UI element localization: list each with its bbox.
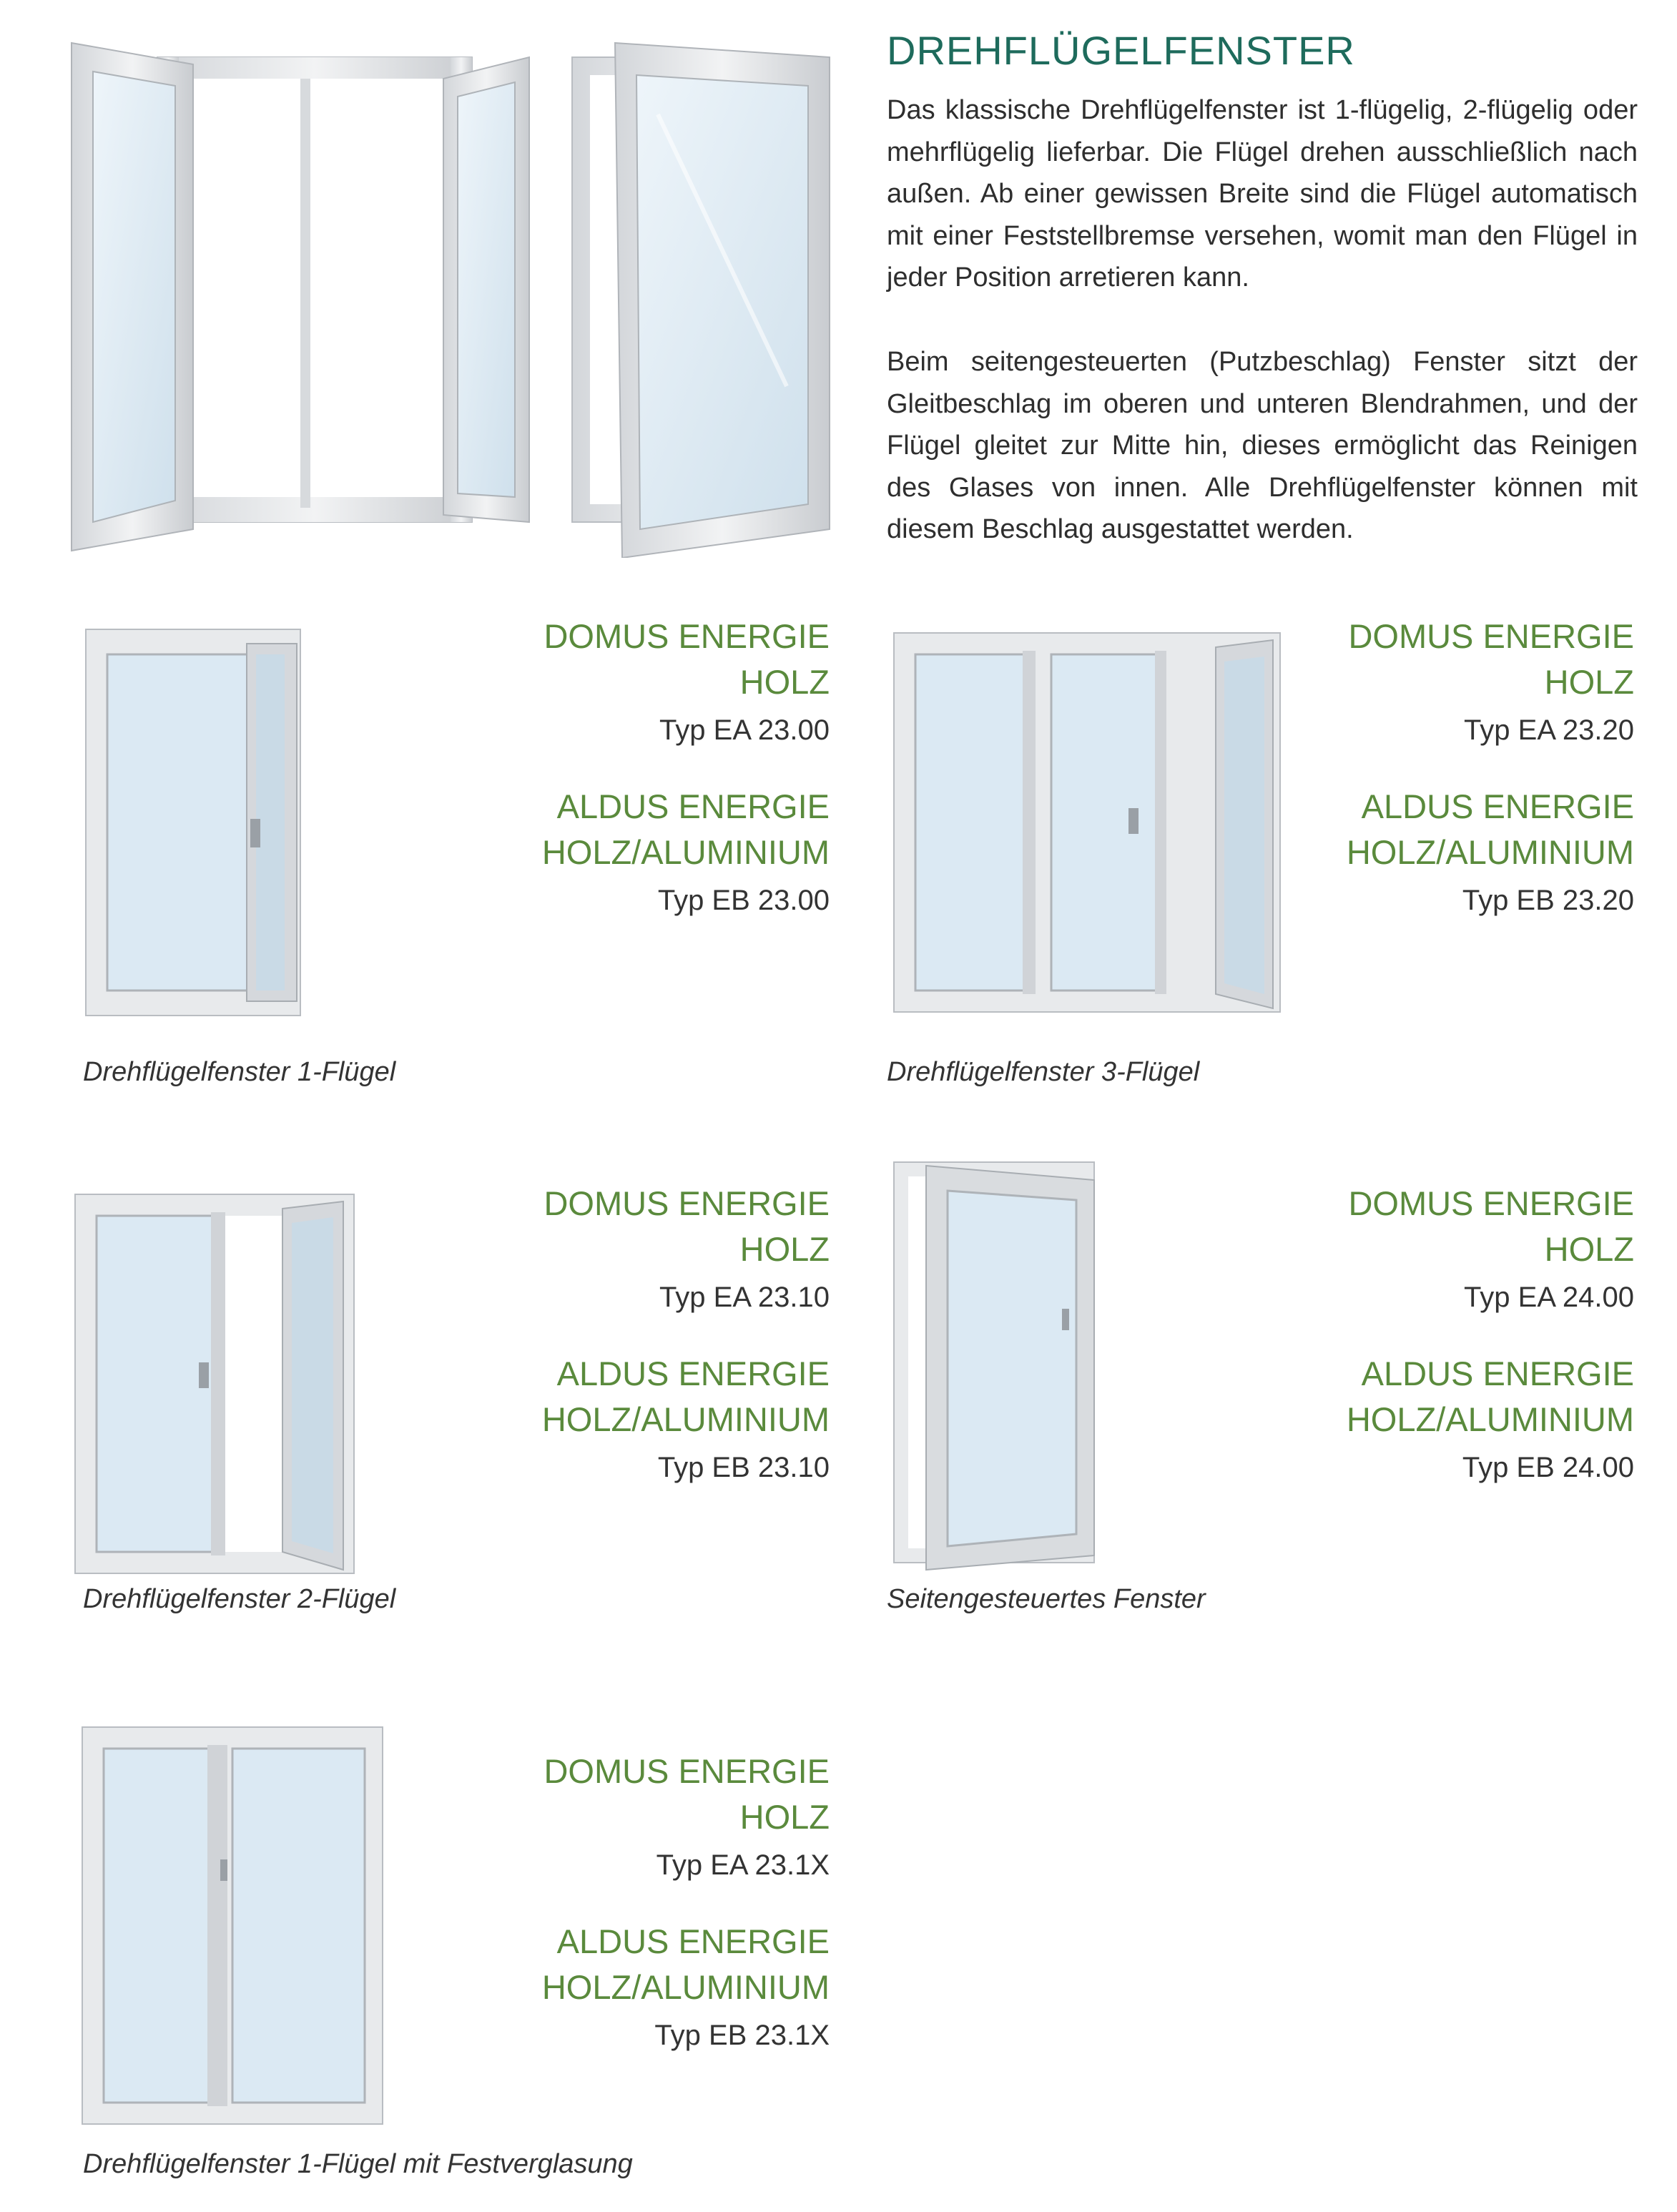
- domus-type: Typ EA 23.00: [659, 714, 830, 746]
- domus-material: HOLZ: [739, 1798, 830, 1836]
- domus-material: HOLZ: [739, 1230, 830, 1268]
- aldus-brand: ALDUS ENERGIE: [556, 1355, 830, 1392]
- aldus-material: HOLZ/ALUMINIUM: [1346, 833, 1634, 871]
- product-3-caption: Drehflügelfenster 2-Flügel: [83, 1584, 396, 1614]
- domus-brand: DOMUS ENERGIE: [1348, 617, 1634, 655]
- domus-material: HOLZ: [1544, 1230, 1634, 1268]
- domus-brand: DOMUS ENERGIE: [1348, 1184, 1634, 1222]
- aldus-material: HOLZ/ALUMINIUM: [541, 833, 830, 871]
- window-1-fluegel-image: [72, 615, 315, 1030]
- aldus-type: Typ EB 23.00: [657, 885, 830, 916]
- aldus-material: HOLZ/ALUMINIUM: [541, 1400, 830, 1438]
- product-2-text: [1219, 614, 1634, 921]
- fitting-paragraph: Beim seitengesteuerten (Putzbeschlag) Fenster sitzt der Gleitbeschlag im oberen und unteren Blendrahmen, und der Flügel gleitet zur Mitte hin, dieses ermöglicht das Reinigen des Glases von innen. Alle Drehflügelfenster können mit diesem Beschlag ausgestattet werden.: [887, 347, 1638, 544]
- aldus-material: HOLZ/ALUMINIUM: [541, 1968, 830, 2006]
- domus-type: Typ EA 23.1X: [656, 1849, 830, 1881]
- domus-material: HOLZ: [739, 663, 830, 701]
- aldus-type: Typ EB 23.10: [657, 1452, 830, 1483]
- aldus-brand: ALDUS ENERGIE: [556, 787, 830, 825]
- domus-type: Typ EA 23.20: [1464, 714, 1634, 746]
- product-5-text: [415, 1749, 830, 2056]
- hero-window-image: [57, 29, 844, 558]
- window-festverglasung-image: [72, 1716, 393, 2138]
- product-1-caption: Drehflügelfenster 1-Flügel: [83, 1057, 396, 1087]
- domus-material: HOLZ: [1544, 663, 1634, 701]
- domus-brand: DOMUS ENERGIE: [544, 1184, 830, 1222]
- aldus-type: Typ EB 23.20: [1462, 885, 1634, 916]
- window-2-fluegel-image: [64, 1180, 365, 1595]
- aldus-brand: ALDUS ENERGIE: [1361, 1355, 1634, 1392]
- product-5-caption: Drehflügelfenster 1-Flügel mit Festverglasung: [83, 2149, 633, 2179]
- aldus-type: Typ EB 23.1X: [654, 2020, 830, 2051]
- product-2-caption: Drehflügelfenster 3-Flügel: [887, 1057, 1200, 1087]
- product-4-caption: Seitengesteuertes Fenster: [887, 1584, 1206, 1614]
- product-4-text: [1219, 1181, 1634, 1488]
- domus-type: Typ EA 23.10: [659, 1282, 830, 1313]
- aldus-brand: ALDUS ENERGIE: [1361, 787, 1634, 825]
- aldus-type: Typ EB 24.00: [1462, 1452, 1634, 1483]
- aldus-brand: ALDUS ENERGIE: [556, 1922, 830, 1960]
- product-1-text: [415, 614, 830, 921]
- domus-type: Typ EA 24.00: [1464, 1282, 1634, 1313]
- intro-paragraph: Das klassische Drehflügelfenster ist 1-flügelig, 2-flügelig oder mehrflügelig lieferbar. Die Flügel drehen ausschließlich nach außen. Ab einer gewissen Breite sind die Flügel automatisch mit einer Feststellbremse versehen, womit man den Flügel in jeder Position arretieren kann.: [887, 95, 1638, 293]
- domus-brand: DOMUS ENERGIE: [544, 1752, 830, 1790]
- page-title: DREHFLÜGELFENSTER: [887, 28, 1355, 73]
- window-seitengesteuert-image: [887, 1151, 1101, 1573]
- aldus-material: HOLZ/ALUMINIUM: [1346, 1400, 1634, 1438]
- domus-brand: DOMUS ENERGIE: [544, 617, 830, 655]
- product-3-text: [415, 1181, 830, 1488]
